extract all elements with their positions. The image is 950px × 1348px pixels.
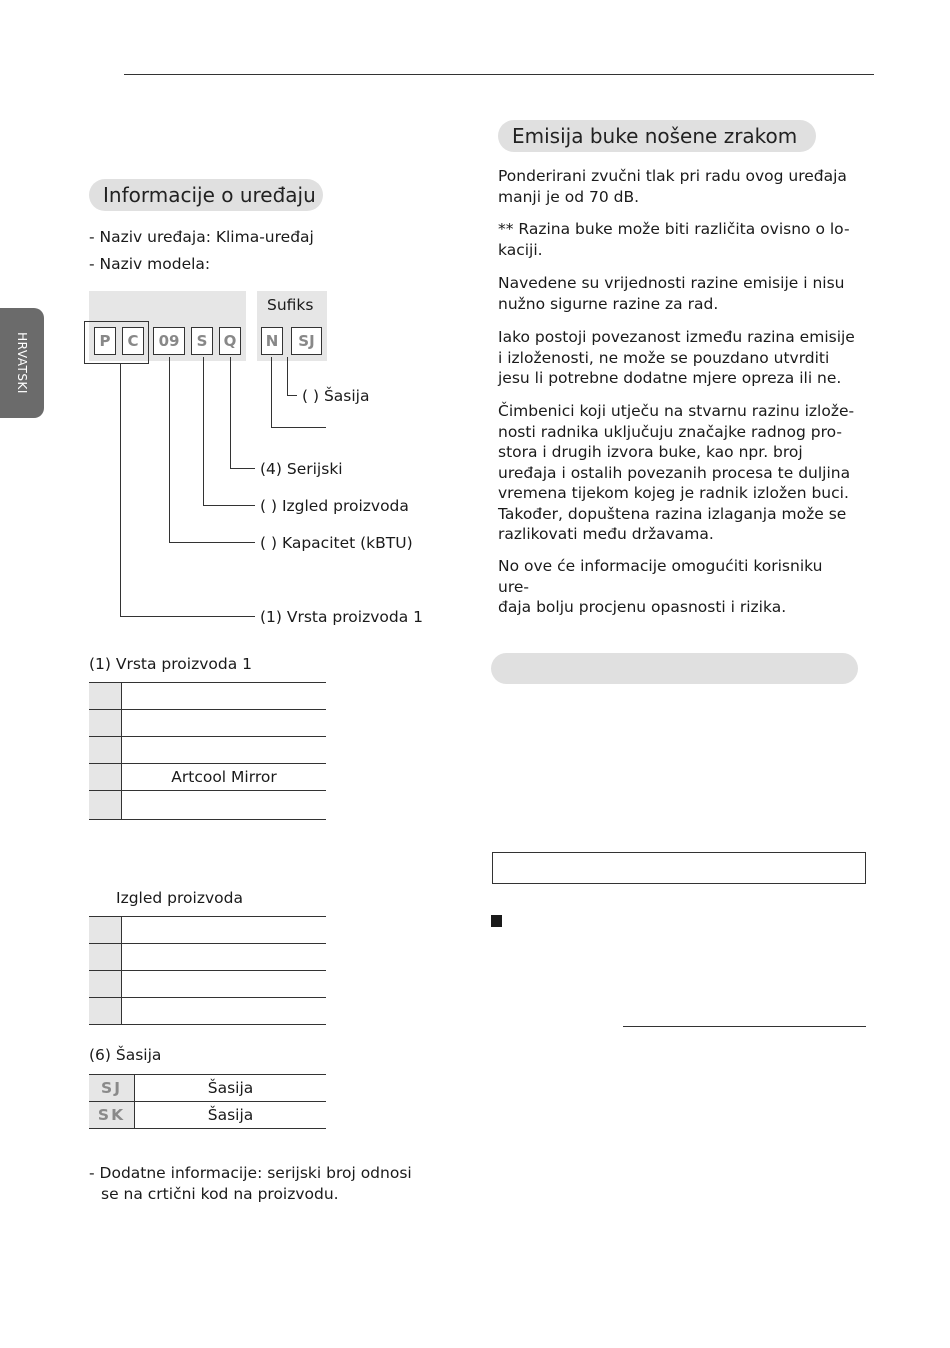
table-cell-artcool: Artcool Mirror: [171, 768, 277, 786]
suffix-label: Sufiks: [267, 296, 314, 314]
table-row: [89, 710, 326, 737]
table2-title: Izgled proizvoda: [116, 889, 243, 907]
table3-title: (6) Šasija: [89, 1046, 162, 1064]
code-appearance: S: [191, 327, 213, 355]
table1-title: (1) Vrsta proizvoda 1: [89, 655, 253, 673]
noise-paragraph-6: No ove će informacije omogućiti korisniku ure- đaja bolju procjenu opasnosti i rizika.: [498, 557, 823, 616]
noise-paragraph-4: Iako postoji povezanost između razina emisije i izloženosti, ne može se pouzdano utvrditi jesu li potrebne dodatne mjere opreza ili ne.: [498, 328, 855, 387]
connector-appearance-h: [203, 505, 255, 506]
connector-serial-h: [230, 468, 255, 469]
code-capacity: 09: [153, 327, 185, 355]
callout-type: (1) Vrsta proizvoda 1: [260, 608, 424, 626]
additional-info-line2: se na crtični kod na proizvodu.: [101, 1185, 339, 1203]
connector-n-v: [271, 357, 272, 428]
code-chassis: SJ: [291, 327, 322, 355]
callout-capacity: ( ) Kapacitet (kBTU): [260, 534, 413, 552]
language-tab-label: HRVATSKI: [15, 332, 29, 394]
connector-chassis-h: [287, 395, 297, 396]
callout-appearance: ( ) Izgled proizvoda: [260, 497, 409, 515]
code-n: N: [261, 327, 283, 355]
connector-capacity-h: [169, 542, 255, 543]
additional-info-line1: - Dodatne informacije: serijski broj odnosi: [89, 1164, 412, 1182]
table-row: [89, 971, 326, 998]
connector-appearance-v: [203, 357, 204, 506]
empty-outline-box: [492, 852, 866, 884]
appearance-table: [89, 916, 326, 1025]
table-row: [89, 683, 326, 710]
callout-serial: (4) Serijski: [260, 460, 343, 478]
code-serial: Q: [219, 327, 241, 355]
noise-paragraph-2: ** Razina buke može biti različita ovisno o lo- kaciji.: [498, 220, 850, 259]
connector-chassis-v: [287, 357, 288, 396]
device-name-line: - Naziv uređaja: Klima-uređaj: [89, 228, 314, 246]
model-name-line: - Naziv modela:: [89, 255, 211, 273]
code-c: C: [122, 327, 144, 355]
connector-capacity-v: [169, 357, 170, 543]
table-row: [89, 737, 326, 764]
table-row: [89, 944, 326, 971]
connector-n-h: [271, 427, 326, 428]
device-info-heading-text: Informacije o uređaju: [103, 183, 316, 207]
product-type-table: [89, 682, 326, 820]
square-bullet-icon: [491, 915, 502, 927]
table-row: SK Šasija: [89, 1102, 326, 1129]
noise-heading-text: Emisija buke nošene zrakom: [512, 124, 798, 148]
noise-heading: [498, 120, 816, 152]
chassis-table: [89, 1074, 326, 1129]
language-tab[interactable]: [0, 308, 44, 418]
noise-paragraph-1: Ponderirani zvučni tlak pri radu ovog uređaja manji je od 70 dB.: [498, 167, 847, 206]
noise-paragraph-3: Navedene su vrijednosti razine emisije i nisu nužno sigurne razine za rad.: [498, 274, 845, 313]
header-rule: [124, 74, 874, 75]
table-row: [89, 791, 326, 820]
connector-type-h: [120, 616, 255, 617]
device-info-heading: [89, 179, 323, 211]
underline-rule: [623, 1026, 866, 1027]
connector-type-v: [120, 364, 121, 617]
connector-serial-v: [230, 357, 231, 469]
table-row: [89, 917, 326, 944]
empty-section-heading: [491, 653, 858, 684]
table-row: [89, 764, 326, 791]
table-row: SJ Šasija: [89, 1075, 326, 1102]
callout-chassis: ( ) Šasija: [302, 387, 370, 405]
table-row: [89, 998, 326, 1025]
code-p: P: [94, 327, 116, 355]
noise-paragraph-5: Čimbenici koji utječu na stvarnu razinu izlože- nosti radnika uključuju značajke radnog pro- stora i drugih izvora buke, kao npr. broj uređaja i ostalih povezanih procesa te duljina vremena tijekom kojeg je radnik izložen buci. Također, dopuštena razina izlaganja može se razlikovati među državama.: [498, 402, 855, 543]
